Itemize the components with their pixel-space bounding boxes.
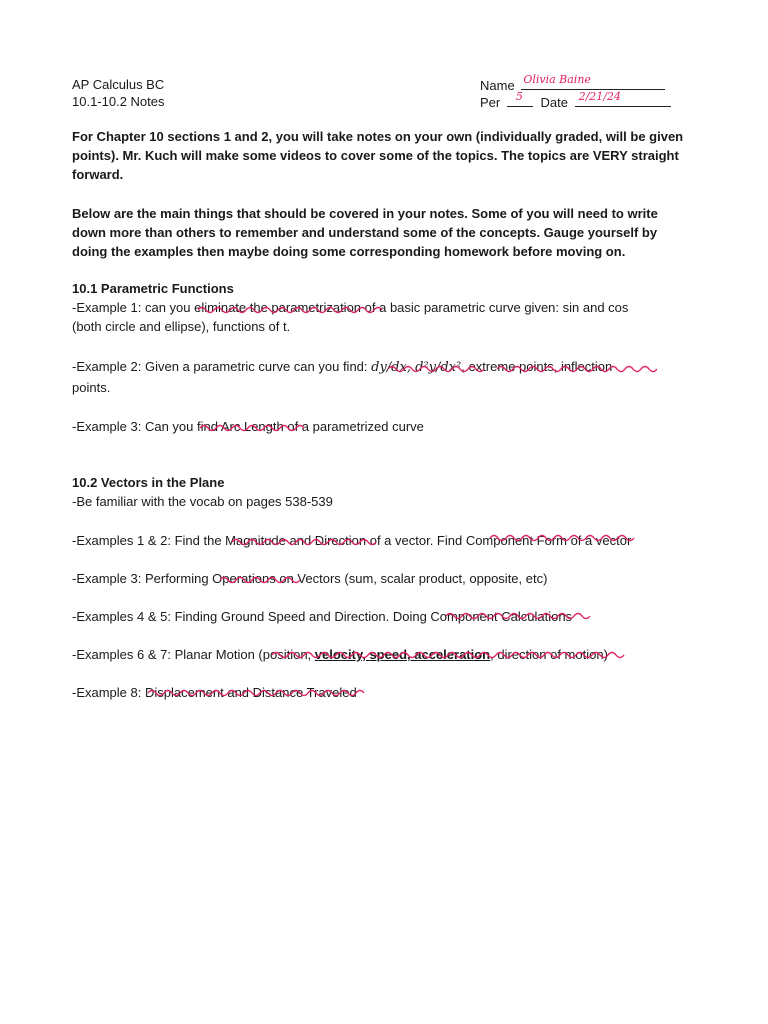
handwritten-name: Olivia Baine (523, 73, 591, 86)
name-field (480, 73, 665, 94)
name-label: Name (480, 78, 515, 93)
intro-p1-line1: For Chapter 10 sections 1 and 2, you will take notes on your own (individually graded, will be given (72, 129, 684, 144)
intro-p2-line2: down more than others to remember and understand some of the concepts. Gauge yourself by (72, 225, 658, 240)
per-blank (507, 90, 533, 107)
ex2-prefix: -Example 2: Given a parametric curve can you find: (72, 359, 372, 374)
annotation-squiggle (446, 611, 596, 621)
annotation-squiggle (200, 423, 306, 433)
intro-p2-line3: doing the examples then maybe doing some corresponding homework before moving on. (72, 244, 626, 259)
annotation-squiggle (198, 305, 384, 315)
section2-ex8: -Example 8: Displacement and Distance Traveled (72, 685, 357, 700)
per-date-field (480, 90, 671, 111)
derivative-notation: dy/dx, d²y/dx² (371, 360, 462, 375)
section1-ex3: -Example 3: Can you find Arc Length of a parametrized curve (72, 419, 424, 434)
section2-ex12: -Examples 1 & 2: Find the Magnitude and Direction of a vector. Find Component Form of a vector (72, 533, 632, 548)
ex2-suffix: , extreme points, inflection (461, 359, 613, 374)
ex67-suffix: , direction of motion) (490, 647, 608, 662)
annotation-squiggle (220, 575, 302, 585)
annotation-squiggle (148, 688, 370, 698)
notes-title: 10.1-10.2 Notes (72, 94, 165, 109)
section2-ex45: -Examples 4 & 5: Finding Ground Speed and Direction. Doing Component Calculations (72, 609, 573, 624)
ex67-bold-terms: velocity, speed, acceleration (314, 647, 491, 662)
section1-ex1-line2: (both circle and ellipse), functions of t. (72, 319, 291, 334)
section1-ex2-line2: points. (72, 380, 111, 395)
annotation-squiggle (490, 533, 640, 543)
handwritten-period: 5 (515, 90, 523, 103)
section2-vocab: -Be familiar with the vocab on pages 538-539 (72, 494, 333, 509)
section2-ex3: -Example 3: Performing Operations on Vectors (sum, scalar product, opposite, etc) (72, 571, 548, 586)
per-label: Per (480, 95, 501, 110)
handwritten-date: 2/21/24 (578, 90, 621, 103)
date-blank (575, 90, 671, 107)
intro-p2-line1: Below are the main things that should be covered in your notes. Some of you will need to write (72, 206, 658, 221)
section2-heading: 10.2 Vectors in the Plane (72, 475, 225, 490)
date-label: Date (540, 95, 568, 110)
annotation-squiggle (497, 364, 657, 374)
section1-heading: 10.1 Parametric Functions (72, 281, 234, 296)
annotation-squiggle (232, 537, 382, 547)
annotation-squiggle (272, 650, 632, 660)
intro-p1-line3: forward. (72, 167, 124, 182)
ex67-prefix: -Examples 6 & 7: Planar Motion (position, (72, 647, 315, 662)
section1-ex1-line1: -Example 1: can you eliminate the parametrization of a basic parametric curve given: sin and cos (72, 300, 629, 315)
annotation-squiggle (388, 364, 488, 374)
course-title: AP Calculus BC (72, 77, 165, 92)
intro-p1-line2: points). Mr. Kuch will make some videos to cover some of the topics. The topics are VERY straight (72, 148, 679, 163)
